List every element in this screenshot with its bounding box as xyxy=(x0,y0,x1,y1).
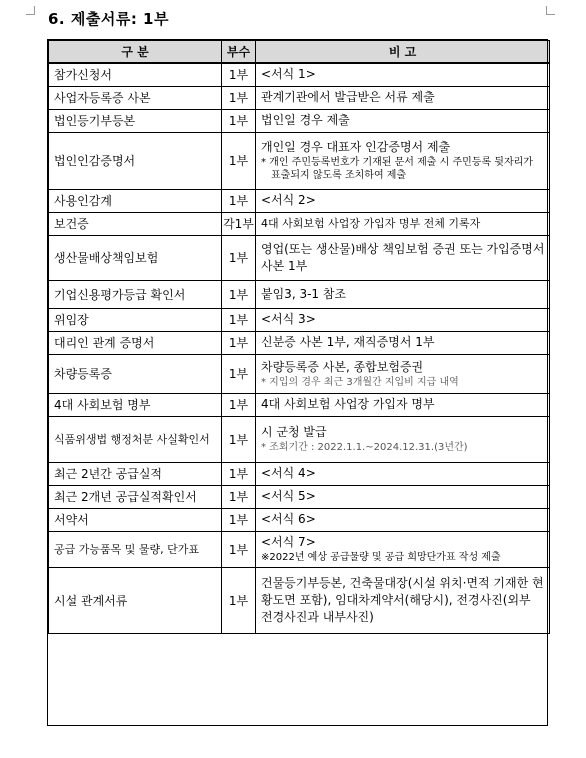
note-subtext: 표출되지 않도록 조치하여 제출 xyxy=(271,170,407,181)
document-qty: 1부 xyxy=(222,393,256,416)
header-name: 구 분 xyxy=(49,41,222,64)
document-qty: 1부 xyxy=(222,416,256,462)
table-row xyxy=(49,354,550,393)
document-name: 최근 2년간 공급실적 xyxy=(49,462,222,485)
document-note xyxy=(256,132,550,189)
header-qty: 부수 xyxy=(222,41,256,64)
document-note xyxy=(256,416,550,462)
note-subtext: * 개인 주민등록번호가 기재된 문서 제출 시 주민등록 뒷자리가 xyxy=(261,157,533,168)
document-qty: 1부 xyxy=(222,531,256,567)
document-note xyxy=(256,462,550,485)
document-qty: 1부 xyxy=(222,354,256,393)
document-note xyxy=(256,393,550,416)
note-text: <서식 3> xyxy=(261,312,316,326)
document-qty: 1부 xyxy=(222,86,256,109)
document-name: 기업신용평가등급 확인서 xyxy=(49,280,222,308)
table-row xyxy=(49,567,550,633)
note-text: 신분증 사본 1부, 재직증명서 1부 xyxy=(261,335,435,349)
document-note xyxy=(256,280,550,308)
section-title: 6. 제출서류: 1부 xyxy=(48,10,169,28)
note-text: 붙임3, 3-1 참조 xyxy=(261,286,347,301)
document-qty: 1부 xyxy=(222,508,256,531)
document-qty: 1부 xyxy=(222,331,256,354)
document-qty: 1부 xyxy=(222,235,256,280)
document-note xyxy=(256,567,550,633)
note-text: 관계기관에서 발급받은 서류 제출 xyxy=(261,90,435,104)
document-name: 생산물배상책임보험 xyxy=(49,235,222,280)
note-subtext: * 지입의 경우 최근 3개월간 지입비 지급 내역 xyxy=(261,376,459,388)
table-row xyxy=(49,86,550,109)
table-row xyxy=(49,308,550,331)
document-qty: 1부 xyxy=(222,132,256,189)
note-text: <서식 5> xyxy=(261,489,316,503)
table-header-row xyxy=(49,41,550,64)
document-name: 법인인감증명서 xyxy=(49,132,222,189)
document-note xyxy=(256,212,550,235)
table-row xyxy=(49,331,550,354)
document-qty: 1부 xyxy=(222,462,256,485)
note-subtext: ※2022년 예상 공급물량 및 공급 희망단가표 작성 제출 xyxy=(261,552,501,563)
page-corner-mark-right xyxy=(546,6,555,15)
document-note xyxy=(256,86,550,109)
table-row xyxy=(49,109,550,132)
document-name: 사용인감계 xyxy=(49,189,222,212)
note-text: <서식 2> xyxy=(261,193,316,207)
document-qty: 1부 xyxy=(222,308,256,331)
note-text: 시 군청 발급 xyxy=(261,425,327,439)
document-name: 참가신청서 xyxy=(49,63,222,86)
document-name: 최근 2개년 공급실적확인서 xyxy=(49,485,222,508)
header-note: 비 고 xyxy=(256,41,550,64)
document-note xyxy=(256,235,550,280)
document-note xyxy=(256,354,550,393)
table-row xyxy=(49,189,550,212)
table-row xyxy=(49,235,550,280)
document-name: 법인등기부등본 xyxy=(49,109,222,132)
note-text: 4대 사회보험 사업장 가입자 명부 xyxy=(261,397,435,411)
document-qty: 1부 xyxy=(222,63,256,86)
document-name: 보건증 xyxy=(49,212,222,235)
document-note xyxy=(256,63,550,86)
note-text: 4대 사회보험 사업장 가입자 명부 전체 기록자 xyxy=(261,217,481,230)
document-note xyxy=(256,508,550,531)
document-name: 대리인 관계 증명서 xyxy=(49,331,222,354)
document-name: 공급 가능품목 및 물량, 단가표 xyxy=(49,531,222,567)
table-row xyxy=(49,462,550,485)
document-name: 차량등록증 xyxy=(49,354,222,393)
document-qty: 1부 xyxy=(222,280,256,308)
table-row xyxy=(49,485,550,508)
table-row xyxy=(49,212,550,235)
table-body xyxy=(49,63,550,633)
document-note xyxy=(256,189,550,212)
note-text: 건물등기부등본, 건축물대장(시설 위치·면적 기재한 현황도면 포함), 임대차계약서(해당시), 전경사진(외부 전경사진과 내부사진) xyxy=(261,575,544,624)
document-qty: 1부 xyxy=(222,567,256,633)
page-corner-mark-left xyxy=(26,6,35,15)
note-text: 개인일 경우 대표자 인감증명서 제출 xyxy=(261,140,451,154)
table-row xyxy=(49,508,550,531)
document-name: 시설 관계서류 xyxy=(49,567,222,633)
table-row xyxy=(49,132,550,189)
document-note xyxy=(256,331,550,354)
document-note xyxy=(256,531,550,567)
note-text: <서식 6> xyxy=(261,512,316,526)
note-text: <서식 1> xyxy=(261,67,316,82)
document-qty: 각1부 xyxy=(222,212,256,235)
note-text: <서식 7> xyxy=(261,535,316,549)
document-qty: 1부 xyxy=(222,189,256,212)
document-name: 사업자등록증 사본 xyxy=(49,86,222,109)
document-note xyxy=(256,109,550,132)
note-text: 차량등록증 사본, 종합보험증권 xyxy=(261,359,424,374)
table-row xyxy=(49,393,550,416)
document-name: 위임장 xyxy=(49,308,222,331)
note-subtext: * 조회기간 : 2022.1.1.~2024.12.31.(3년간) xyxy=(261,442,468,453)
table-row xyxy=(49,63,550,86)
table-row xyxy=(49,416,550,462)
document-note xyxy=(256,308,550,331)
document-name: 식품위생법 행정처분 사실확인서 xyxy=(49,416,222,462)
document-name: 4대 사회보험 명부 xyxy=(49,393,222,416)
document-qty: 1부 xyxy=(222,485,256,508)
table-row xyxy=(49,531,550,567)
document-name: 서약서 xyxy=(49,508,222,531)
note-text: 법인일 경우 제출 xyxy=(261,113,350,127)
table-row xyxy=(49,280,550,308)
document-qty: 1부 xyxy=(222,109,256,132)
note-text: 영업(또는 생산물)배상 책임보험 증권 또는 가입증명서 사본 1부 xyxy=(261,241,545,273)
note-text: <서식 4> xyxy=(261,466,316,480)
document-note xyxy=(256,485,550,508)
submission-documents-table xyxy=(48,40,550,634)
